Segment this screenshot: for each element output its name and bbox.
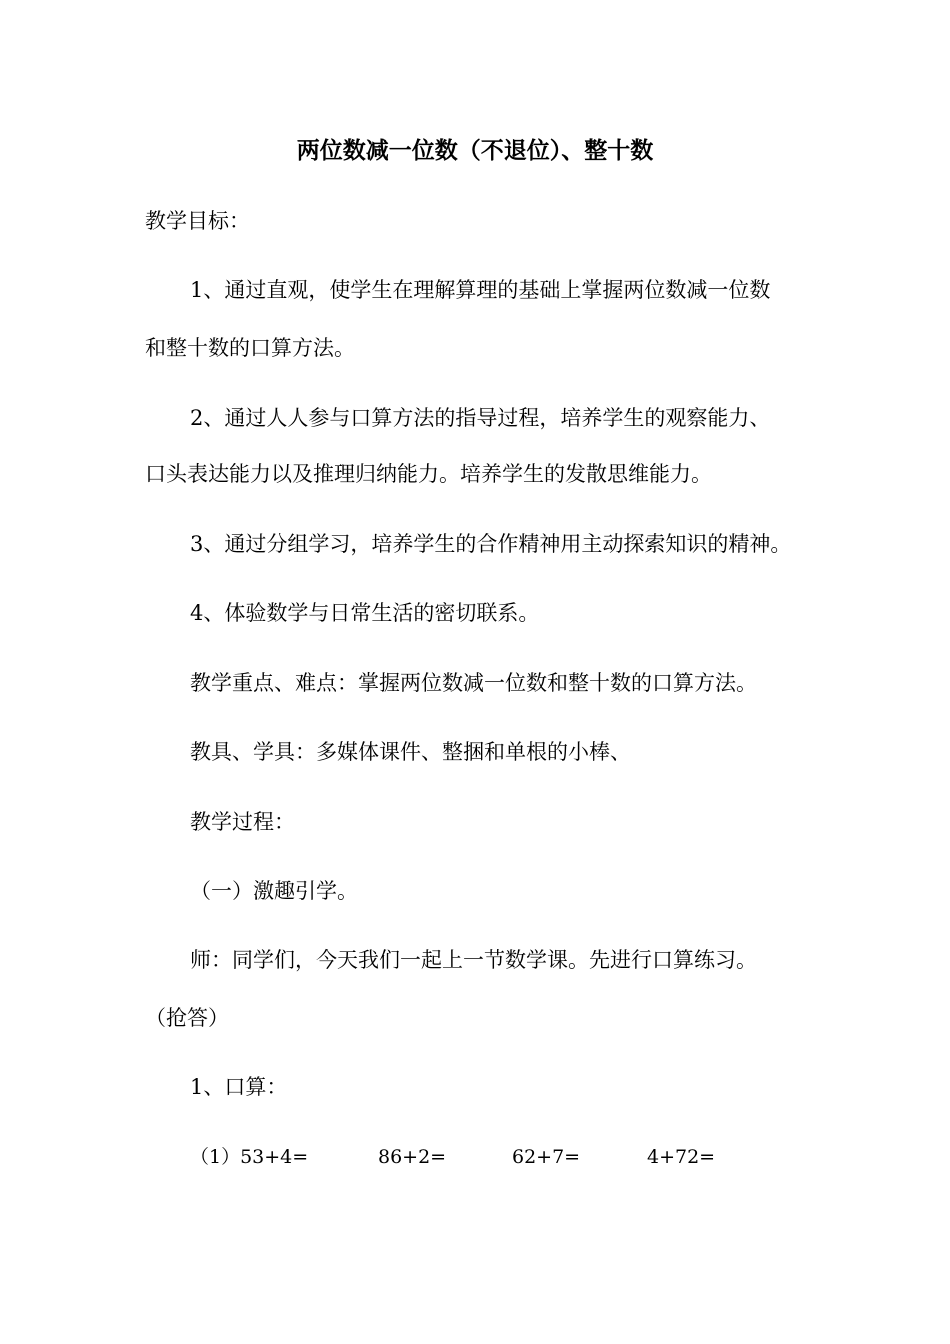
exercise-item: 62+7= [512, 1146, 581, 1168]
goal-1-line-1: 1、通过直观，使学生在理解算理的基础上掌握两位数减一位数 [190, 278, 771, 302]
oral-calc-heading: 1、口算： [190, 1075, 288, 1099]
goal-3: 3、通过分组学习，培养学生的合作精神用主动探索知识的精神。 [190, 532, 792, 556]
teaching-tools: 教具、学具：多媒体课件、整捆和单根的小棒、 [190, 740, 631, 764]
exercise-item: 4+72= [647, 1146, 716, 1168]
goals-heading: 教学目标： [145, 209, 250, 233]
section-1-heading: （一）激趣引学。 [190, 879, 358, 903]
goal-2-line-1: 2、通过人人参与口算方法的指导过程，培养学生的观察能力、 [190, 406, 771, 430]
goal-2-line-2: 口头表达能力以及推理归纳能力。培养学生的发散思维能力。 [145, 462, 712, 486]
exercise-item: 86+2= [378, 1146, 447, 1168]
exercise-item: （1）53+4= [190, 1146, 309, 1168]
teacher-line-1: 师：同学们，今天我们一起上一节数学课。先进行口算练习。 [190, 948, 757, 972]
goal-4: 4、体验数学与日常生活的密切联系。 [190, 601, 540, 625]
process-heading: 教学过程： [190, 810, 295, 834]
goal-1-line-2: 和整十数的口算方法。 [145, 336, 355, 360]
document-title: 两位数减一位数（不退位）、整十数 [296, 137, 654, 164]
key-points: 教学重点、难点：掌握两位数减一位数和整十数的口算方法。 [190, 671, 757, 695]
teacher-line-2: （抢答） [145, 1006, 229, 1030]
